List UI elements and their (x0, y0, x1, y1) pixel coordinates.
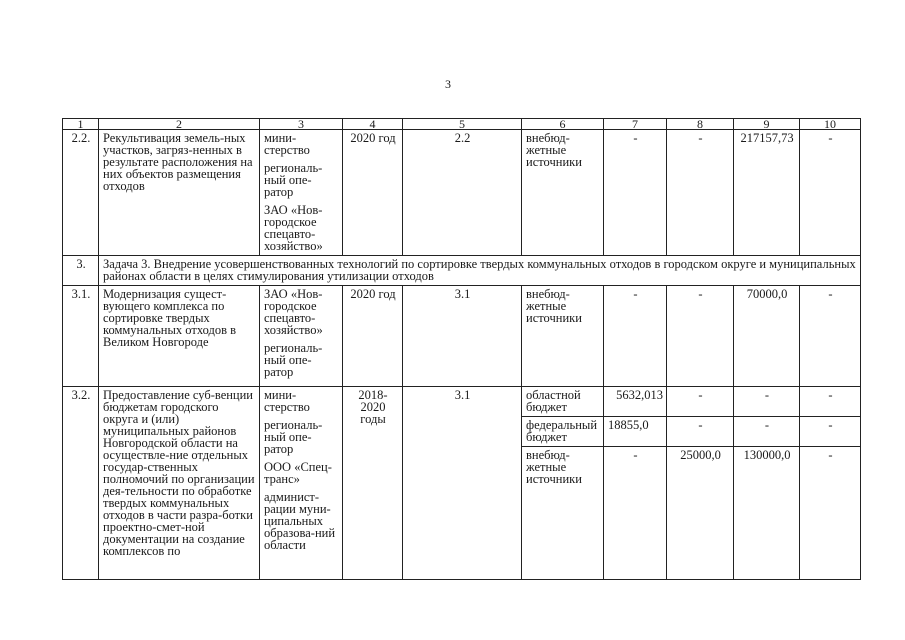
table-row-3-2 (63, 387, 861, 417)
period: 2018-2020 годы (343, 387, 403, 580)
column-number: 6 (522, 119, 604, 130)
executor: региональ-ный опе-ратор (264, 418, 323, 456)
column-number: 2 (99, 119, 260, 130)
table-row-3-1 (63, 286, 861, 387)
amount-col10: - (800, 130, 861, 256)
column-number: 9 (734, 119, 800, 130)
executor: региональ-ный опе-ратор (264, 161, 323, 199)
amount-col8: - (667, 286, 734, 387)
amount-col7: 18855,0 (604, 417, 667, 447)
period: 2020 год (343, 286, 403, 387)
funding-source: областной бюджет (522, 387, 604, 417)
executors-cell (260, 130, 343, 256)
amount-col7: 5632,013 (604, 387, 667, 417)
executors-cell (260, 286, 343, 387)
amount-col10: - (800, 387, 861, 417)
row-number: 2.2. (63, 130, 99, 256)
column-number: 4 (343, 119, 403, 130)
funding-source: федеральный бюджет (522, 417, 604, 447)
row-number: 3.1. (63, 286, 99, 387)
activity-name: Рекультивация земель-ных участков, загряз-ненных в результате расположения на них объектов размещения отходов (99, 130, 260, 256)
amount-col10: - (800, 447, 861, 580)
executor: мини-стерство (264, 131, 310, 157)
row-number: 3. (63, 256, 99, 286)
amount-col8: 25000,0 (667, 447, 734, 580)
column-number: 7 (604, 119, 667, 130)
table-row-task-3 (63, 256, 861, 286)
amount-col8: - (667, 417, 734, 447)
column-number: 10 (800, 119, 861, 130)
funding-source: внебюд-жетные источники (522, 447, 604, 580)
amount-col8: - (667, 130, 734, 256)
amount-col9: 130000,0 (734, 447, 800, 580)
table-row-2-2 (63, 130, 861, 256)
column-number: 1 (63, 119, 99, 130)
executor: региональ-ный опе-ратор (264, 341, 323, 379)
activity-name: Предоставление суб-венции бюджетам городского округа и (или) муниципальных районов Новгородской области на осуществле-ние отдельных государ-ственных полномочий по организации дея-тельности по обработке твердых коммунальных отходов в части разра-ботки проектно-смет-ной документации на создание комплексов по (99, 387, 260, 580)
amount-col10: - (800, 286, 861, 387)
amount-col10: - (800, 417, 861, 447)
column-number: 3 (260, 119, 343, 130)
amount-col7: - (604, 447, 667, 580)
amount-col7: - (604, 130, 667, 256)
target-indicator: 3.1 (403, 387, 522, 580)
funding-source: внебюд-жетные источники (522, 286, 604, 387)
amount-col9: - (734, 417, 800, 447)
column-number: 8 (667, 119, 734, 130)
target-indicator: 2.2 (403, 130, 522, 256)
funding-source: внебюд-жетные источники (522, 130, 604, 256)
amount-col9: 70000,0 (734, 286, 800, 387)
amount-col9: - (734, 387, 800, 417)
period: 2020 год (343, 130, 403, 256)
column-number: 5 (403, 119, 522, 130)
page-number: 3 (445, 77, 451, 91)
executors-cell (260, 387, 343, 580)
executor: админист-рации муни-ципальных образова-ний области (264, 490, 336, 552)
target-indicator: 3.1 (403, 286, 522, 387)
program-table (62, 118, 861, 580)
executor: ЗАО «Нов-городское спецавто-хозяйство» (264, 287, 323, 337)
task-heading: Задача 3. Внедрение усовершенствованных технологий по сортировке твердых коммунальных отходов в городском округе и муниципальных районах области в целях стимулирования утилизации отходов (99, 256, 861, 286)
amount-col9: 217157,73 (734, 130, 800, 256)
activity-name: Модернизация сущест-вующего комплекса по сортировке твердых коммунальных отходов в Великом Новгороде (99, 286, 260, 387)
amount-col7: - (604, 286, 667, 387)
executor: ЗАО «Нов-городское спецавто-хозяйство» (264, 203, 323, 253)
executor: ООО «Спец-транс» (264, 460, 332, 486)
executor: мини-стерство (264, 388, 310, 414)
amount-col8: - (667, 387, 734, 417)
row-number: 3.2. (63, 387, 99, 580)
column-number-row (63, 119, 861, 130)
